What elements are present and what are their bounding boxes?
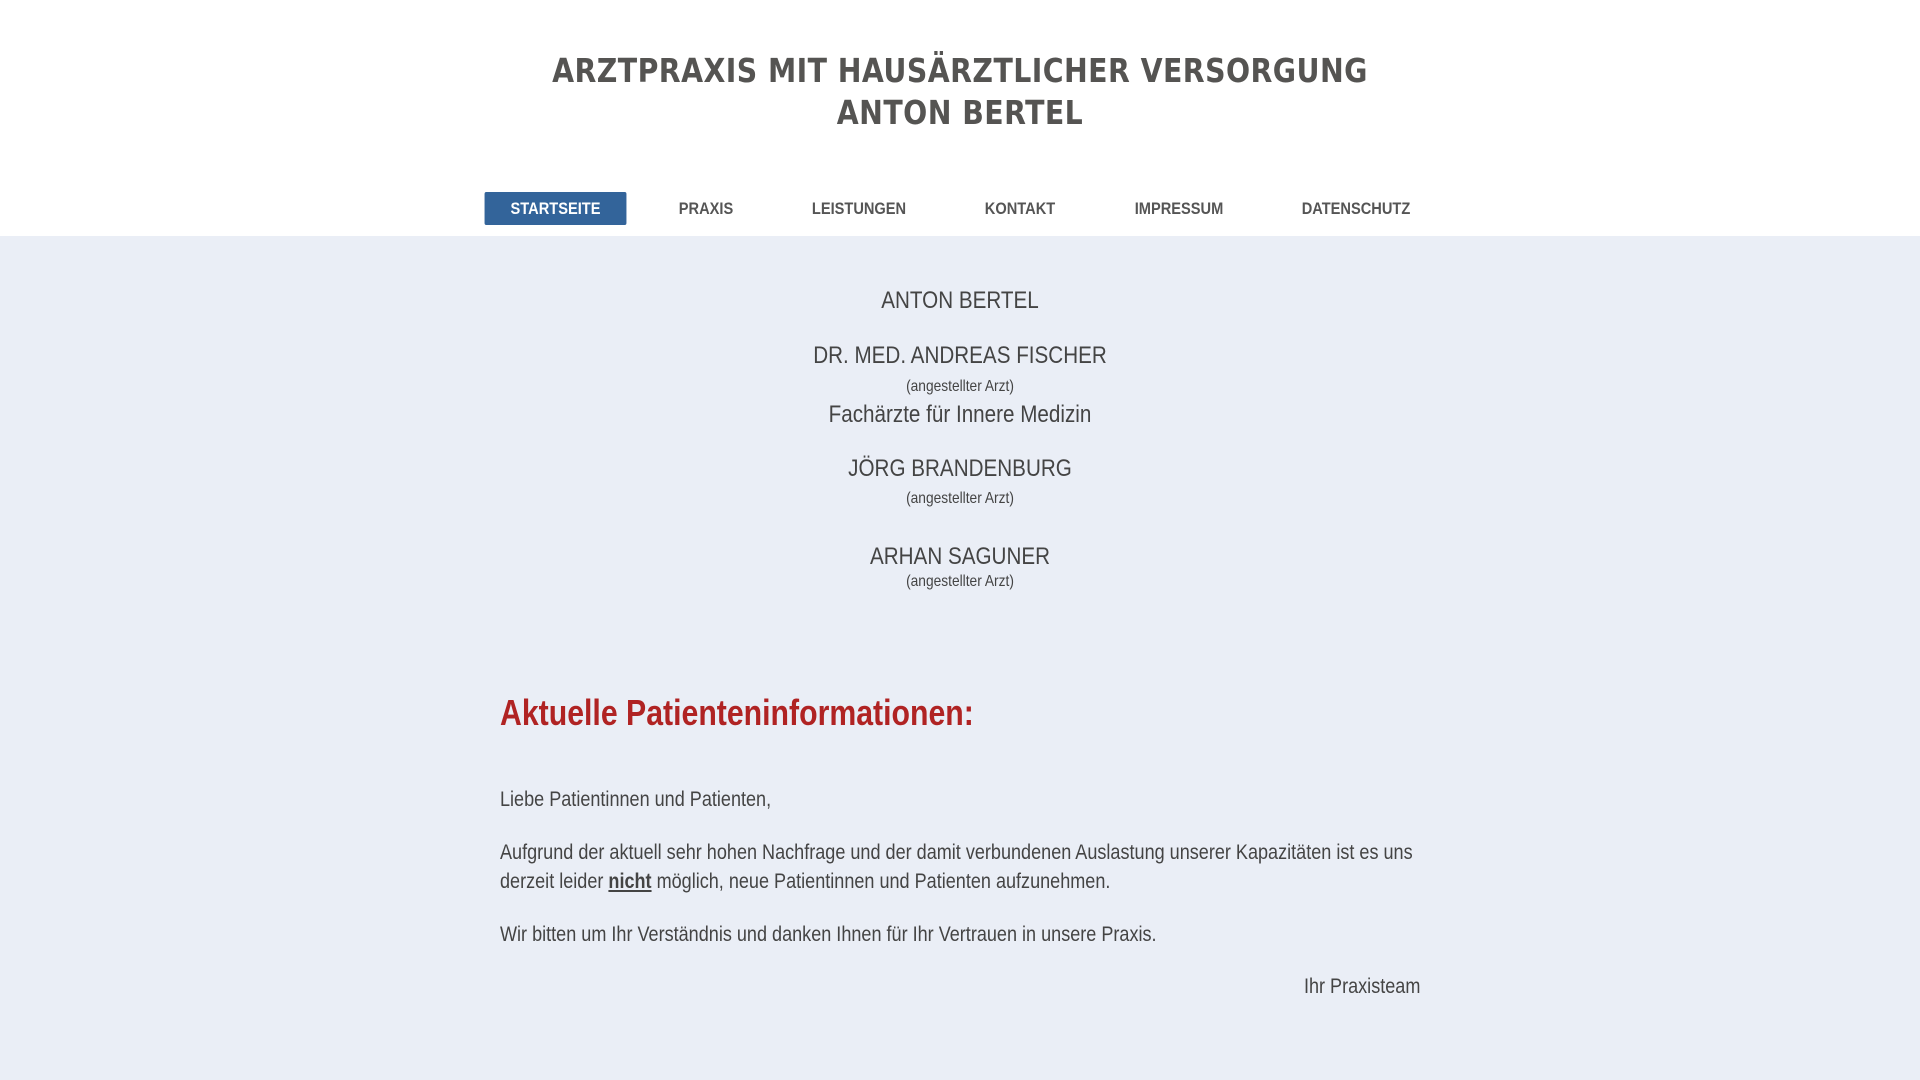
site-title-line2: ANTON BERTEL	[836, 93, 1084, 132]
site-title	[134, 50, 1785, 134]
main-content	[0, 236, 1920, 1080]
info-paragraph-line2	[500, 867, 1110, 897]
doctor-note: (angestellter Arzt)	[906, 490, 1014, 507]
info-paragraph-line1: Aufgrund der aktuell sehr hohen Nachfrage und der damit verbundenen Auslastung unserer Kapazitäten ist es uns	[500, 841, 1413, 864]
doctor-note: (angestellter Arzt)	[906, 573, 1014, 590]
main-nav	[473, 192, 1450, 225]
patient-info-title: Aktuelle Patienteninformationen:	[500, 692, 974, 733]
doctor-name: JÖRG BRANDENBURG	[848, 455, 1072, 482]
text-fragment: möglich, neue Patientinnen und Patienten aufzunehmen.	[651, 870, 1111, 893]
doctors-list	[0, 286, 1920, 592]
nav-item-kontakt[interactable]: KONTAKT	[984, 199, 1056, 218]
nav-item-impressum[interactable]: IMPRESSUM	[1134, 199, 1224, 218]
emphasis-nicht: nicht	[608, 870, 652, 893]
doctor-name: ANTON BERTEL	[881, 287, 1039, 314]
nav-item-leistungen[interactable]: LEISTUNGEN	[811, 199, 907, 218]
doctor-specialty: Fachärzte für Innere Medizin	[828, 401, 1092, 428]
doctor-name: DR. MED. ANDREAS FISCHER	[813, 342, 1107, 369]
nav-item-praxis[interactable]: PRAXIS	[678, 199, 734, 218]
signature: Ihr Praxisteam	[1303, 975, 1420, 998]
greeting-text: Liebe Patientinnen und Patienten,	[500, 788, 772, 811]
text-fragment: derzeit leider	[500, 870, 609, 893]
doctor-note: (angestellter Arzt)	[906, 378, 1014, 395]
nav-item-startseite[interactable]: STARTSEITE	[485, 192, 627, 225]
site-title-line1: ARZTPRAXIS MIT HAUSÄRZTLICHER VERSORGUNG	[552, 51, 1368, 90]
site-header	[0, 0, 1920, 236]
nav-item-datenschutz[interactable]: DATENSCHUTZ	[1301, 199, 1411, 218]
thanks-paragraph: Wir bitten um Ihr Verständnis und danken Ihnen für Ihr Vertrauen in unsere Praxis.	[500, 923, 1157, 946]
doctor-name: ARHAN SAGUNER	[869, 543, 1051, 570]
